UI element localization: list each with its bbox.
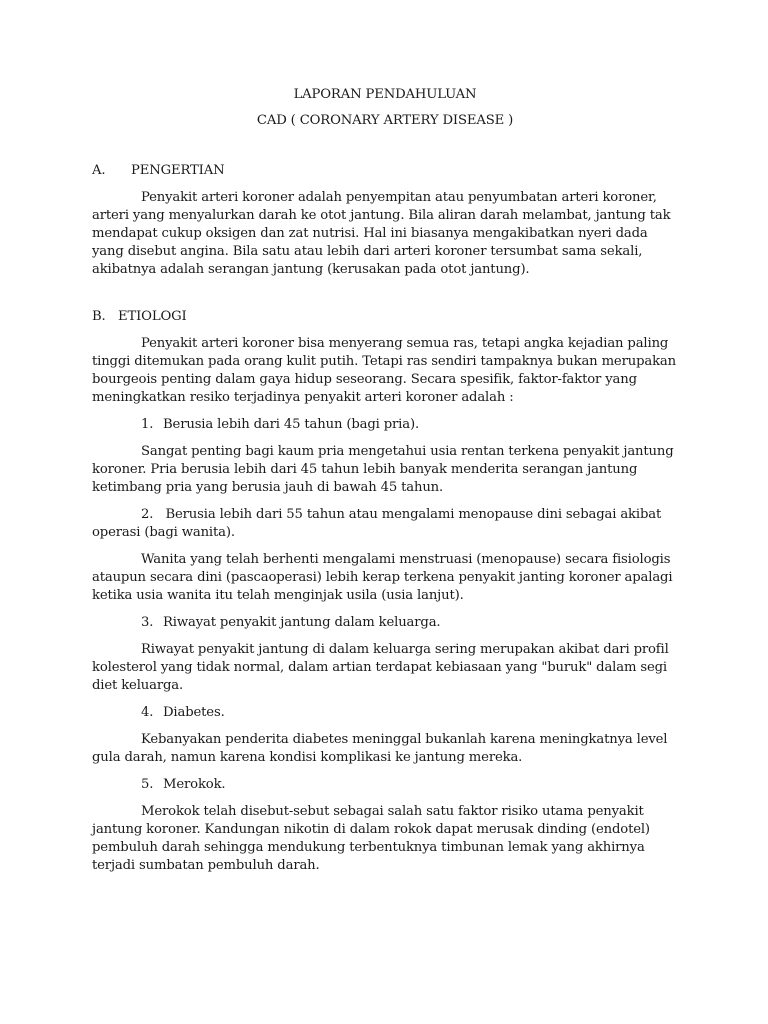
- document-subtitle: CAD ( CORONARY ARTERY DISEASE ): [256, 113, 514, 128]
- list-item-number: 3.: [141, 615, 154, 630]
- list-item-label: Berusia lebih dari 55 tahun atau mengalami menopause dini sebagai akibat operasi (bagi wanita).: [92, 507, 662, 540]
- section-a-heading: [92, 162, 678, 180]
- list-item-label: Riwayat penyakit jantung dalam keluarga.: [163, 615, 441, 630]
- list-item-label: Berusia lebih dari 45 tahun (bagi pria).: [163, 417, 419, 432]
- document-page: [92, 86, 678, 875]
- list-item-2: [92, 506, 678, 542]
- section-b-letter: B.: [92, 309, 106, 324]
- list-item-text: Riwayat penyakit jantung di dalam keluarga sering merupakan akibat dari profil kolesterol yang tidak normal, dalam artian terdapat kebiasaan yang "buruk" dalam segi diet keluarga.: [92, 642, 669, 693]
- list-item-label: Diabetes.: [163, 705, 225, 720]
- list-item-5: [92, 776, 678, 794]
- list-item-1: [92, 416, 678, 434]
- section-a-title: PENGERTIAN: [131, 163, 225, 178]
- list-item-label: Merokok.: [163, 777, 226, 792]
- list-item-number: 2.: [141, 507, 154, 522]
- list-item-text: Sangat penting bagi kaum pria mengetahui usia rentan terkena penyakit jantung koroner. Pria berusia lebih dari 45 tahun lebih banyak menderita serangan jantung ketimbang pria yang berusia jauh di bawah 45 tahun.: [92, 444, 674, 495]
- list-item-text: Wanita yang telah berhenti mengalami menstruasi (menopause) secara fisiologis ataupun secara dini (pascaoperasi) lebih kerap terkena penyakit janting koroner apalagi ketika usia wanita itu telah menginjak usila (usia lanjut).: [92, 552, 673, 603]
- list-item-number: 5.: [141, 777, 154, 792]
- section-a-letter: A.: [92, 163, 106, 178]
- list-item-4: [92, 704, 678, 722]
- list-item-text: Kebanyakan penderita diabetes meninggal bukanlah karena meningkatnya level gula darah, namun karena kondisi komplikasi ke jantung mereka.: [92, 732, 668, 765]
- list-item-text: Merokok telah disebut-sebut sebagai salah satu faktor risiko utama penyakit jantung koroner. Kandungan nikotin di dalam rokok dapat merusak dinding (endotel) pembuluh darah sehingga mendukung terbentuknya timbunan lemak yang akhirnya terjadi sumbatan pembuluh darah.: [92, 804, 650, 873]
- list-item-3: [92, 614, 678, 632]
- section-a-paragraph: Penyakit arteri koroner adalah penyempitan atau penyumbatan arteri koroner, arteri yang menyalurkan darah ke otot jantung. Bila aliran darah melambat, jantung tak mendapat cukup oksigen dan zat nutrisi. Hal ini biasanya mengakibatkan nyeri dada yang disebut angina. Bila satu atau lebih dari arteri koroner tersumbat sama sekali, akibatnya adalah serangan jantung (kerusakan pada otot jantung).: [92, 190, 671, 277]
- section-b-heading: [92, 308, 678, 326]
- section-b-intro: Penyakit arteri koroner bisa menyerang semua ras, tetapi angka kejadian paling tinggi ditemukan pada orang kulit putih. Tetapi ras sendiri tampaknya bukan merupakan bourgeois penting dalam gaya hidup seseorang. Secara spesifik, faktor-faktor yang meningkatkan resiko terjadinya penyakit arteri koroner adalah :: [92, 336, 676, 405]
- list-item-number: 4.: [141, 705, 154, 720]
- list-item-number: 1.: [141, 417, 154, 432]
- section-b-title: ETIOLOGI: [118, 309, 187, 324]
- document-title: LAPORAN PENDAHULUAN: [293, 87, 477, 102]
